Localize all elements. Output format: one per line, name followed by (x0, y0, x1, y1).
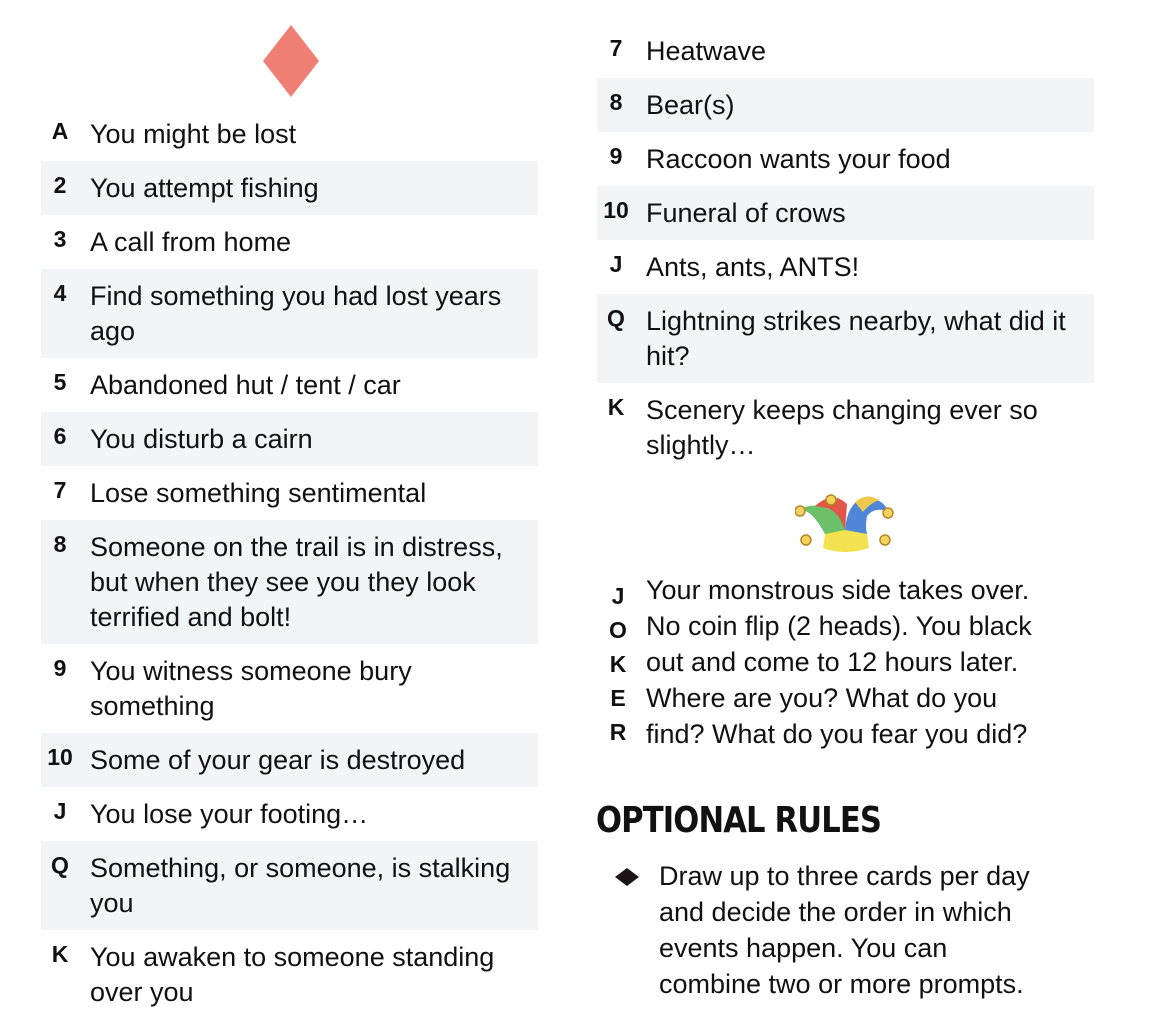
prompt-text: Lose something sentimental (90, 478, 427, 508)
joker-description (646, 572, 1106, 752)
prompt-row (597, 186, 1094, 240)
diamond-suit-icon (263, 25, 319, 97)
prompt-row (41, 733, 538, 787)
optional-rule-item (659, 858, 1109, 1002)
joker-line: out and come to 12 hours later. (646, 647, 1019, 677)
prompt-text: Heatwave (646, 36, 767, 66)
joker-letter: E (610, 685, 626, 711)
prompt-row (597, 240, 1094, 294)
optional-rules-title: OPTIONAL RULES (596, 800, 882, 841)
joker-line: Your monstrous side takes over. (646, 575, 1030, 605)
prompt-row (41, 269, 538, 358)
optional-rule-line: and decide the order in which (659, 897, 1012, 927)
prompt-text: Funeral of crows (646, 198, 846, 228)
prompt-row (41, 161, 538, 215)
prompt-row (597, 294, 1094, 383)
prompt-row (41, 841, 538, 930)
card-rank: J (609, 251, 623, 277)
prompt-text: Scenery keeps changing ever so slightly… (646, 395, 1038, 460)
prompt-text: You awaken to someone standing over you (90, 942, 495, 1007)
optional-rule-line: Draw up to three cards per day (659, 861, 1030, 891)
prompt-row (597, 78, 1094, 132)
optional-rule-line: events happen. You can (659, 933, 948, 963)
prompt-text: Raccoon wants your food (646, 144, 951, 174)
prompt-row (41, 466, 538, 520)
joker-line: Where are you? What do you (646, 683, 998, 713)
prompt-row (41, 107, 538, 161)
card-rank: K (51, 941, 69, 967)
prompt-text: You lose your footing… (90, 799, 369, 829)
joker-line: find? What do you fear you did? (646, 719, 1028, 749)
prompt-text: You might be lost (90, 119, 297, 149)
joker-label (603, 579, 633, 749)
prompt-text: Ants, ants, ANTS! (646, 252, 860, 282)
card-rank: 10 (47, 744, 73, 770)
joker-letter: J (611, 583, 625, 609)
prompt-row (41, 644, 538, 733)
card-rank: 7 (53, 477, 67, 503)
prompt-row (597, 383, 1094, 472)
card-rank: Q (51, 852, 69, 878)
optional-rule-line: combine two or more prompts. (659, 969, 1024, 999)
card-rank: A (51, 118, 69, 144)
prompt-row (597, 24, 1094, 78)
card-rank: 5 (53, 369, 67, 395)
jester-hat-icon (795, 490, 895, 554)
prompt-text: Something, or someone, is stalking you (90, 853, 511, 918)
prompt-text: Find something you had lost years ago (90, 281, 502, 346)
joker-letter: R (609, 719, 627, 745)
card-rank: J (53, 798, 67, 824)
prompt-row (41, 520, 538, 644)
card-rank: 10 (603, 197, 629, 223)
prompt-text: You attempt fishing (90, 173, 319, 203)
card-rank: 8 (609, 89, 623, 115)
card-rank: 7 (609, 35, 623, 61)
card-rank: 8 (53, 531, 67, 557)
prompt-text: You witness someone bury something (90, 656, 412, 721)
prompt-text: A call from home (90, 227, 292, 257)
prompt-text: You disturb a cairn (90, 424, 313, 454)
card-rank: 4 (53, 280, 67, 306)
prompt-text: Some of your gear is destroyed (90, 745, 466, 775)
prompt-row (41, 787, 538, 841)
diamond-bullet-icon (615, 868, 639, 886)
card-rank: 3 (53, 226, 67, 252)
prompt-row (597, 132, 1094, 186)
joker-letter: K (609, 651, 627, 677)
prompt-text: Abandoned hut / tent / car (90, 370, 401, 400)
card-rank: 2 (53, 172, 67, 198)
prompt-text: Lightning strikes nearby, what did it hit? (646, 306, 1066, 371)
card-rank: 9 (53, 655, 67, 681)
card-rank: 6 (53, 423, 67, 449)
right-prompt-table (597, 24, 1094, 472)
card-rank: Q (607, 305, 625, 331)
left-prompt-table (41, 107, 538, 1019)
prompt-text: Someone on the trail is in distress, but when they see you they look terrified and bolt! (90, 532, 503, 632)
card-rank: 9 (609, 143, 623, 169)
prompt-row (41, 358, 538, 412)
prompt-text: Bear(s) (646, 90, 735, 120)
prompt-row (41, 215, 538, 269)
joker-line: No coin flip (2 heads). You black (646, 611, 1032, 641)
prompt-row (41, 930, 538, 1019)
prompt-row (41, 412, 538, 466)
card-rank: K (607, 394, 625, 420)
joker-letter: O (609, 617, 627, 643)
